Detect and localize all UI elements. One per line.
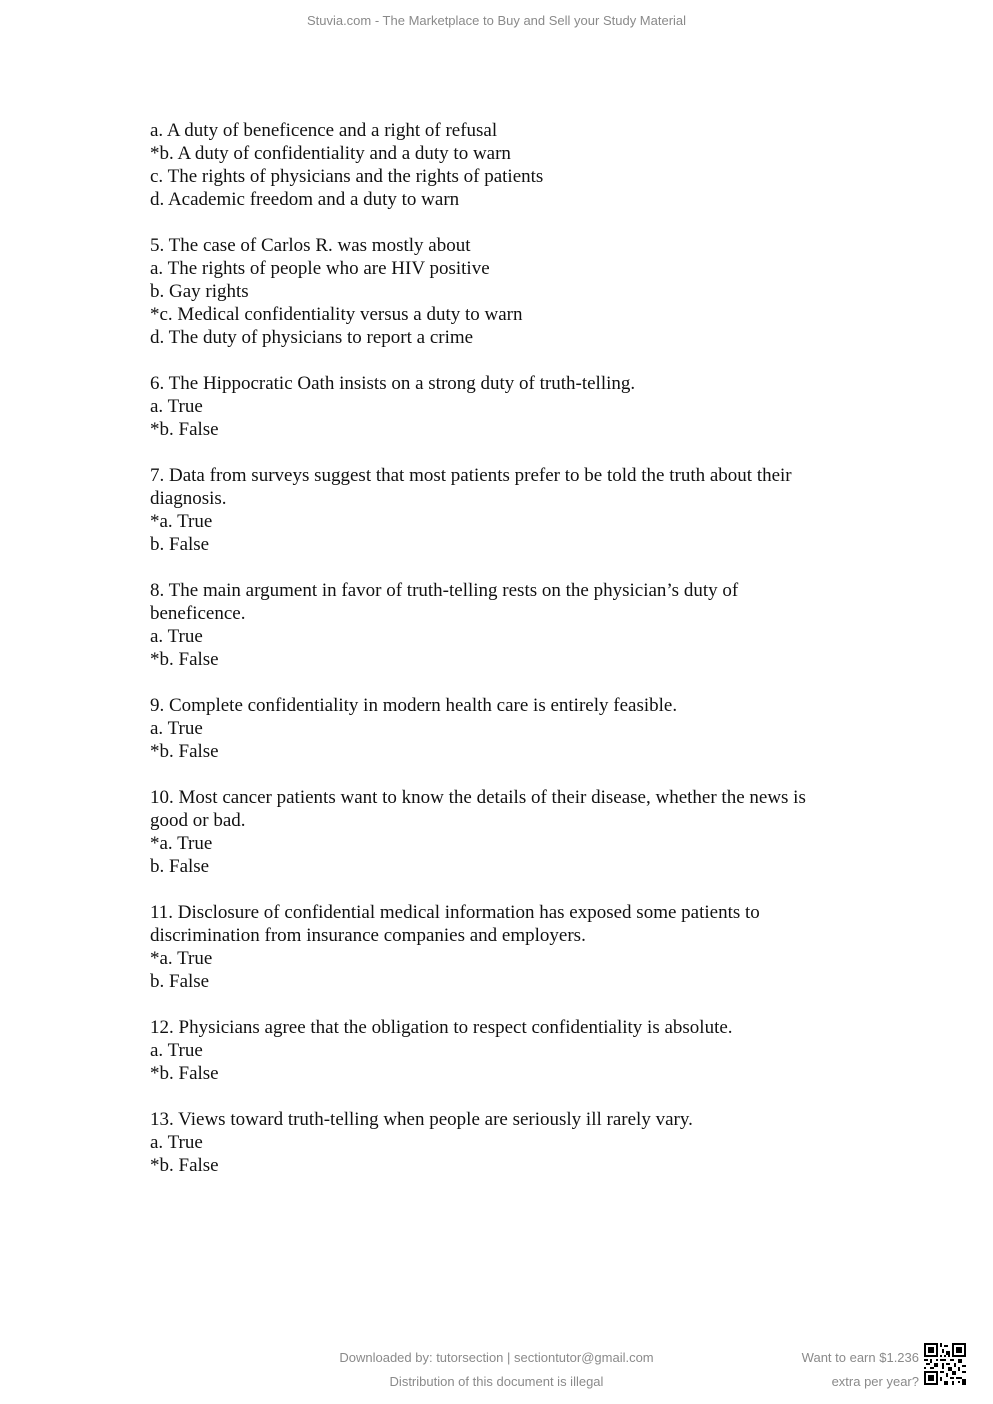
question-block-9 <box>150 694 850 763</box>
option-line: c. The rights of physicians and the rights of patients <box>150 166 544 187</box>
option-line: *a. True <box>150 833 213 854</box>
option-line: a. True <box>150 396 203 417</box>
option-line: b. False <box>150 856 210 877</box>
option-line: d. Academic freedom and a duty to warn <box>150 189 460 210</box>
question-block-13 <box>150 1108 850 1177</box>
question-block-7 <box>150 464 850 556</box>
distribution-notice: Distribution of this document is illegal <box>389 1374 604 1389</box>
document-body <box>150 119 850 1200</box>
question-text: 13. Views toward truth-telling when people are seriously ill rarely vary. <box>150 1109 693 1130</box>
question-block-10 <box>150 786 850 878</box>
header-text: Stuvia.com - The Marketplace to Buy and Sell your Study Material <box>306 13 687 28</box>
option-line: *b. False <box>150 1063 219 1084</box>
question-block-8 <box>150 579 850 671</box>
question-text: 6. The Hippocratic Oath insists on a strong duty of truth-telling. <box>150 373 636 394</box>
option-line: a. True <box>150 718 203 739</box>
option-line: *b. False <box>150 649 219 670</box>
option-line: *b. A duty of confidentiality and a duty to warn <box>150 143 511 164</box>
question-block-11 <box>150 901 850 993</box>
question-text: 12. Physicians agree that the obligation to respect confidentiality is absolute. <box>150 1017 733 1038</box>
question-text: 8. The main argument in favor of truth-telling rests on the physician’s duty of <box>150 580 739 601</box>
option-line: b. False <box>150 534 210 555</box>
question-text-continued: discrimination from insurance companies and employers. <box>150 925 586 946</box>
question-text-continued: good or bad. <box>150 810 246 831</box>
earn-promo-line-2: extra per year? <box>831 1374 919 1389</box>
option-line: *b. False <box>150 1155 219 1176</box>
question-block-5 <box>150 234 850 349</box>
question-text-continued: diagnosis. <box>150 488 227 509</box>
option-line: a. True <box>150 1132 203 1153</box>
qr-code-icon[interactable] <box>924 1343 966 1385</box>
option-line: a. A duty of beneficence and a right of refusal <box>150 120 498 141</box>
question-text: 7. Data from surveys suggest that most patients prefer to be told the truth about their <box>150 465 792 486</box>
earn-promo-line-1: Want to earn $1.236 <box>801 1350 919 1365</box>
option-line: a. True <box>150 1040 203 1061</box>
option-line: b. False <box>150 971 210 992</box>
option-line: *a. True <box>150 948 213 969</box>
option-line: d. The duty of physicians to report a crime <box>150 327 474 348</box>
page-header <box>0 13 993 28</box>
question-block-4-options <box>150 119 850 211</box>
question-text: 10. Most cancer patients want to know the details of their disease, whether the news is <box>150 787 806 808</box>
question-block-6 <box>150 372 850 441</box>
question-text: 11. Disclosure of confidential medical information has exposed some patients to <box>150 902 760 923</box>
question-text: 9. Complete confidentiality in modern health care is entirely feasible. <box>150 695 678 716</box>
option-line: *a. True <box>150 511 213 532</box>
option-line: b. Gay rights <box>150 281 249 302</box>
option-line: a. True <box>150 626 203 647</box>
option-line: *b. False <box>150 741 219 762</box>
downloaded-by-text: Downloaded by: tutorsection | sectiontutor@gmail.com <box>339 1350 654 1365</box>
question-text: 5. The case of Carlos R. was mostly about <box>150 235 471 256</box>
option-line: a. The rights of people who are HIV positive <box>150 258 490 279</box>
question-text-continued: beneficence. <box>150 603 246 624</box>
question-block-12 <box>150 1016 850 1085</box>
earn-promo[interactable] <box>802 1346 919 1394</box>
option-line: *c. Medical confidentiality versus a duty to warn <box>150 304 523 325</box>
option-line: *b. False <box>150 419 219 440</box>
